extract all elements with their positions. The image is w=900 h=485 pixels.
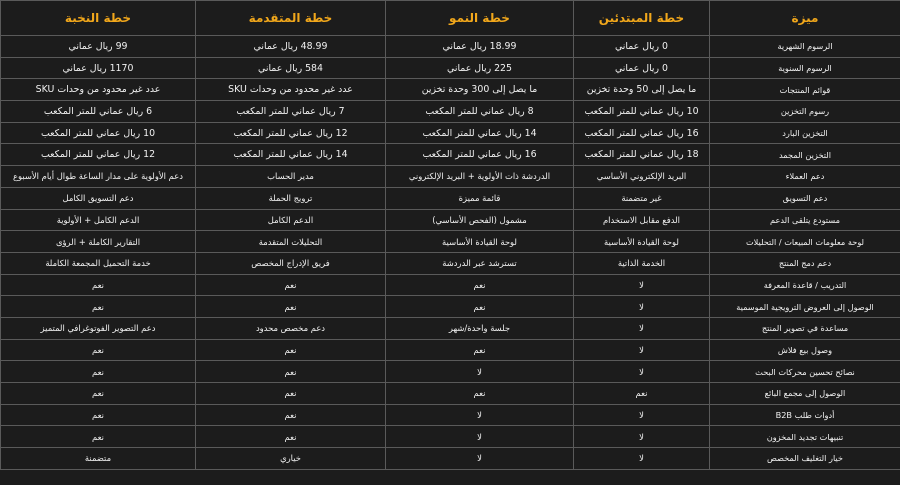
- table-row: [1, 231, 900, 253]
- header-elite-plan: خطة النخبة: [1, 1, 196, 36]
- table-row: [1, 296, 900, 318]
- elite-cell: نعم: [1, 361, 196, 383]
- growth-cell: لا: [386, 404, 574, 426]
- feature-cell: رسوم التخزين: [710, 101, 900, 123]
- starter-cell: لا: [574, 296, 710, 318]
- header-feature: ميزة: [710, 1, 900, 36]
- starter-cell: لا: [574, 448, 710, 470]
- growth-cell: مشمول (الفحص الأساسي): [386, 209, 574, 231]
- starter-cell: لا: [574, 426, 710, 448]
- advanced-cell: 14 ريال عماني للمتر المكعب: [196, 144, 386, 166]
- table-row: [1, 317, 900, 339]
- starter-cell: 0 ريال عماني: [574, 36, 710, 58]
- elite-cell: 6 ريال عماني للمتر المكعب: [1, 101, 196, 123]
- starter-cell: لا: [574, 339, 710, 361]
- starter-cell: غير متضمنة: [574, 187, 710, 209]
- growth-cell: تسترشد عبر الدردشة: [386, 252, 574, 274]
- elite-cell: نعم: [1, 296, 196, 318]
- growth-cell: 225 ريال عماني: [386, 57, 574, 79]
- advanced-cell: نعم: [196, 383, 386, 405]
- feature-cell: دعم التسويق: [710, 187, 900, 209]
- growth-cell: 8 ريال عماني للمتر المكعب: [386, 101, 574, 123]
- starter-cell: 10 ريال عماني للمتر المكعب: [574, 101, 710, 123]
- starter-cell: لا: [574, 317, 710, 339]
- feature-cell: التخزين المجمد: [710, 144, 900, 166]
- starter-cell: 18 ريال عماني للمتر المكعب: [574, 144, 710, 166]
- starter-cell: لا: [574, 361, 710, 383]
- advanced-cell: دعم مخصص محدود: [196, 317, 386, 339]
- growth-cell: جلسة واحدة/شهر: [386, 317, 574, 339]
- growth-cell: لا: [386, 361, 574, 383]
- table-row: [1, 426, 900, 448]
- starter-cell: البريد الإلكتروني الأساسي: [574, 166, 710, 188]
- feature-cell: التدريب / قاعدة المعرفة: [710, 274, 900, 296]
- advanced-cell: فريق الإدراج المخصص: [196, 252, 386, 274]
- table-row: [1, 252, 900, 274]
- feature-cell: تنبيهات تجديد المخزون: [710, 426, 900, 448]
- growth-cell: 18.99 ريال عماني: [386, 36, 574, 58]
- starter-cell: ما يصل إلى 50 وحدة تخزين: [574, 79, 710, 101]
- advanced-cell: نعم: [196, 296, 386, 318]
- elite-cell: دعم التصوير الفوتوغرافي المتميز: [1, 317, 196, 339]
- feature-cell: مساعدة في تصوير المنتج: [710, 317, 900, 339]
- feature-cell: الرسوم الشهرية: [710, 36, 900, 58]
- starter-cell: لا: [574, 404, 710, 426]
- starter-cell: لوحة القيادة الأساسية: [574, 231, 710, 253]
- feature-cell: التخزين البارد: [710, 122, 900, 144]
- advanced-cell: نعم: [196, 274, 386, 296]
- elite-cell: 10 ريال عماني للمتر المكعب: [1, 122, 196, 144]
- elite-cell: متضمنة: [1, 448, 196, 470]
- table-row: [1, 36, 900, 58]
- table-row: [1, 361, 900, 383]
- advanced-cell: 7 ريال عماني للمتر المكعب: [196, 101, 386, 123]
- growth-cell: 16 ريال عماني للمتر المكعب: [386, 144, 574, 166]
- feature-cell: الرسوم السنوية: [710, 57, 900, 79]
- header-row: [1, 1, 900, 36]
- advanced-cell: مدير الحساب: [196, 166, 386, 188]
- elite-cell: الدعم الكامل + الأولوية: [1, 209, 196, 231]
- growth-cell: قائمة مميزة: [386, 187, 574, 209]
- growth-cell: نعم: [386, 274, 574, 296]
- starter-cell: الخدمة الذاتية: [574, 252, 710, 274]
- elite-cell: خدمة التحميل المجمعة الكاملة: [1, 252, 196, 274]
- table-row: [1, 404, 900, 426]
- feature-cell: نصائح تحسين محركات البحث: [710, 361, 900, 383]
- table-row: [1, 383, 900, 405]
- advanced-cell: الدعم الكامل: [196, 209, 386, 231]
- feature-cell: مستودع يتلقى الدعم: [710, 209, 900, 231]
- starter-cell: الدفع مقابل الاستخدام: [574, 209, 710, 231]
- advanced-cell: نعم: [196, 361, 386, 383]
- elite-cell: 12 ريال عماني للمتر المكعب: [1, 144, 196, 166]
- table-row: [1, 79, 900, 101]
- table-body: [1, 36, 900, 470]
- advanced-cell: 584 ريال عماني: [196, 57, 386, 79]
- elite-cell: التقارير الكاملة + الرؤى: [1, 231, 196, 253]
- table-row: [1, 57, 900, 79]
- starter-cell: 16 ريال عماني للمتر المكعب: [574, 122, 710, 144]
- table-row: [1, 448, 900, 470]
- advanced-cell: عدد غير محدود من وحدات SKU: [196, 79, 386, 101]
- table-row: [1, 122, 900, 144]
- feature-cell: وصول بيع فلاش: [710, 339, 900, 361]
- growth-cell: لوحة القيادة الأساسية: [386, 231, 574, 253]
- feature-cell: دعم دمج المنتج: [710, 252, 900, 274]
- table-row: [1, 339, 900, 361]
- feature-cell: أدوات طلب B2B: [710, 404, 900, 426]
- growth-cell: لا: [386, 426, 574, 448]
- advanced-cell: نعم: [196, 339, 386, 361]
- growth-cell: نعم: [386, 339, 574, 361]
- growth-cell: نعم: [386, 296, 574, 318]
- elite-cell: 99 ريال عماني: [1, 36, 196, 58]
- growth-cell: نعم: [386, 383, 574, 405]
- elite-cell: عدد غير محدود من وحدات SKU: [1, 79, 196, 101]
- elite-cell: دعم الأولوية على مدار الساعة طوال أيام الأسبوع: [1, 166, 196, 188]
- feature-cell: لوحة معلومات المبيعات / التحليلات: [710, 231, 900, 253]
- table-row: [1, 187, 900, 209]
- growth-cell: الدردشة ذات الأولوية + البريد الإلكتروني: [386, 166, 574, 188]
- table-row: [1, 144, 900, 166]
- header-starter-plan: خطة المبتدئين: [574, 1, 710, 36]
- starter-cell: لا: [574, 274, 710, 296]
- starter-cell: 0 ريال عماني: [574, 57, 710, 79]
- header-growth-plan: خطة النمو: [386, 1, 574, 36]
- feature-cell: الوصول إلى العروض الترويجية الموسمية: [710, 296, 900, 318]
- growth-cell: لا: [386, 448, 574, 470]
- feature-cell: خيار التغليف المخصص: [710, 448, 900, 470]
- advanced-cell: 12 ريال عماني للمتر المكعب: [196, 122, 386, 144]
- elite-cell: نعم: [1, 426, 196, 448]
- elite-cell: نعم: [1, 339, 196, 361]
- feature-cell: دعم العملاء: [710, 166, 900, 188]
- feature-cell: الوصول إلى مجمع البائع: [710, 383, 900, 405]
- starter-cell: نعم: [574, 383, 710, 405]
- growth-cell: ما يصل إلى 300 وحدة تخزين: [386, 79, 574, 101]
- table-row: [1, 101, 900, 123]
- advanced-cell: خياري: [196, 448, 386, 470]
- table-row: [1, 274, 900, 296]
- elite-cell: 1170 ريال عماني: [1, 57, 196, 79]
- advanced-cell: التحليلات المتقدمة: [196, 231, 386, 253]
- advanced-cell: ترويج الحملة: [196, 187, 386, 209]
- elite-cell: نعم: [1, 274, 196, 296]
- advanced-cell: 48.99 ريال عماني: [196, 36, 386, 58]
- feature-cell: قوائم المنتجات: [710, 79, 900, 101]
- elite-cell: نعم: [1, 404, 196, 426]
- table-row: [1, 166, 900, 188]
- header-advanced-plan: خطة المتقدمة: [196, 1, 386, 36]
- table-row: [1, 209, 900, 231]
- elite-cell: دعم التسويق الكامل: [1, 187, 196, 209]
- growth-cell: 14 ريال عماني للمتر المكعب: [386, 122, 574, 144]
- elite-cell: نعم: [1, 383, 196, 405]
- advanced-cell: نعم: [196, 404, 386, 426]
- advanced-cell: نعم: [196, 426, 386, 448]
